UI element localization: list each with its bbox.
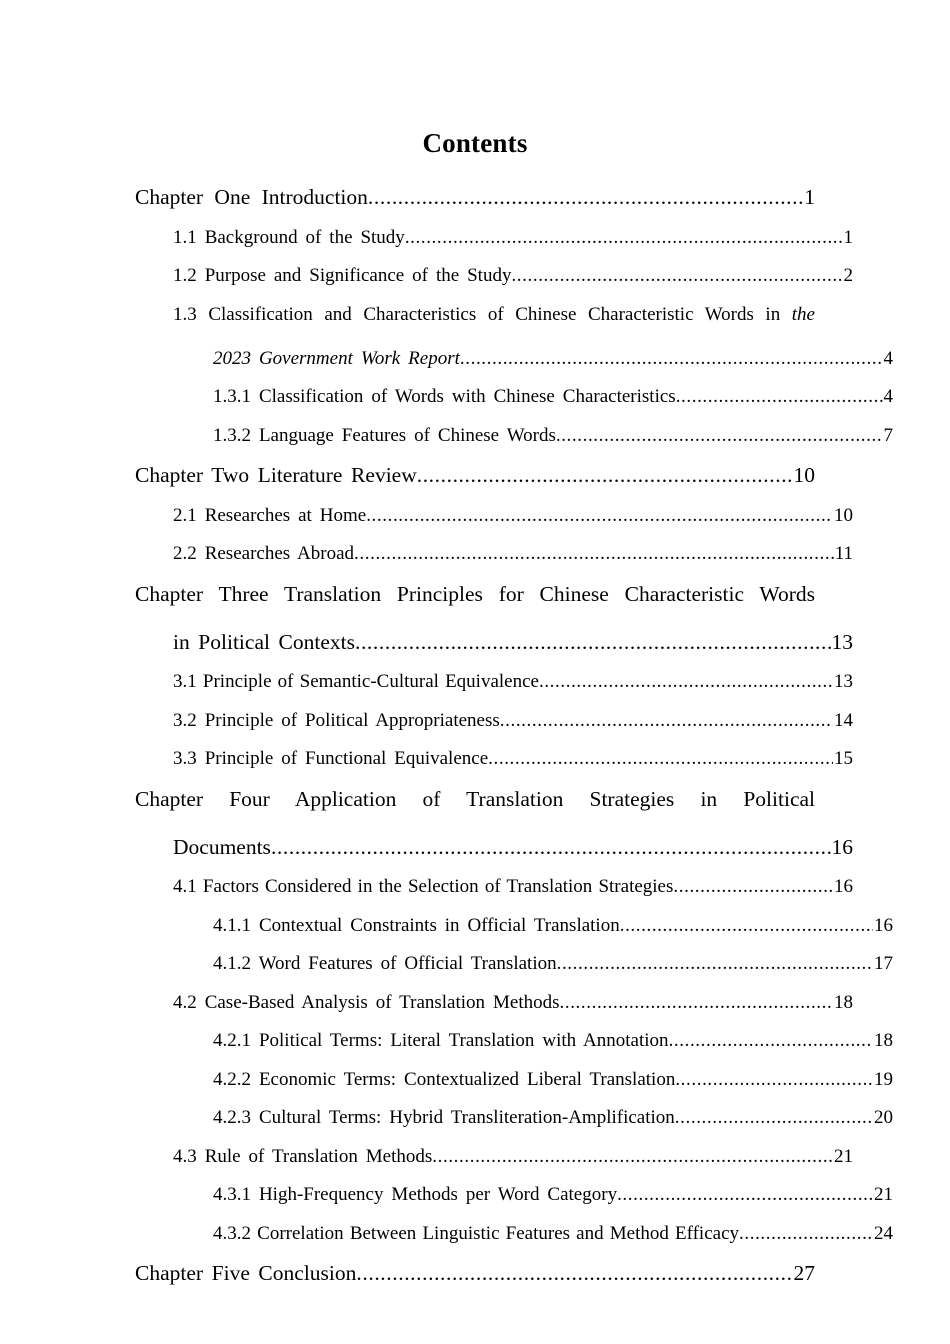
dot-leader [556,425,883,447]
toc-page-number: 27 [793,1261,815,1285]
toc-entry-label: 4.3.1 High-Frequency Methods per Word Category [213,1184,618,1205]
toc-entry-label-line1: Chapter Four Application of Translation Strategies in Political [135,786,815,811]
toc-page-number: 10 [834,504,853,526]
dot-leader [669,1030,873,1052]
toc-entry-4-2-2[interactable] [135,1068,893,1108]
toc-page-number: 18 [834,991,853,1013]
toc-entry-label-line2: Documents [173,834,271,859]
toc-entry-text-plain: 1.3 Classification and Characteristics of Chinese Characteristic Words in [173,303,792,325]
toc-entry-4-3[interactable] [135,1145,853,1185]
toc-page-number: 17 [874,953,893,974]
toc-entry-2-2[interactable] [135,543,853,582]
toc-entry-text-italic: the [791,303,815,325]
toc-entry-label-line1 [173,304,815,326]
toc-entry-4-3-1[interactable] [135,1184,893,1223]
dot-leader [354,543,834,565]
toc-entry-3-1[interactable] [135,671,853,710]
toc-page-number: 18 [874,1030,893,1051]
toc-entry-label-line2: 2023 Government Work Report [213,347,460,369]
toc-entry-label: Chapter Two Literature Review [135,463,417,487]
toc-page-number: 14 [834,709,853,731]
dot-leader [675,1107,873,1129]
toc-entry-label: 4.1.2 Word Features of Official Translation [213,953,557,974]
dot-leader [356,1261,792,1286]
toc-entry-4-2[interactable] [135,991,853,1031]
dot-leader [617,1184,873,1206]
toc-page-number: 11 [834,543,853,564]
toc-entry-4-1[interactable] [135,876,853,915]
dot-leader [557,953,873,975]
toc-entry-label: 3.3 Principle of Functional Equivalence [173,748,489,769]
toc-entry-1-1[interactable] [135,226,853,266]
toc-entry-2-1[interactable] [135,504,853,544]
toc-entry-1-3[interactable] [135,303,893,387]
toc-page-number: 1 [843,226,853,248]
toc-entry-1-3-2[interactable] [135,424,893,464]
toc-page-number: 4 [883,386,893,407]
dot-leader [676,386,883,408]
dot-leader [417,463,793,488]
dot-leader [539,671,833,693]
toc-entry-4-1-2[interactable] [135,953,893,992]
toc-entry-label: 4.3.2 Correlation Between Linguistic Features and Method Efficacy [213,1222,740,1244]
dot-leader [271,835,831,860]
toc-entry-label: 4.1.1 Contextual Constraints in Official Translation [213,914,620,936]
toc-page-number: 19 [874,1068,893,1090]
dot-leader [405,227,843,249]
page-title: Contents [422,128,528,158]
toc-page-number: 15 [834,748,853,769]
dot-leader [355,630,831,655]
toc-entry-4-2-1[interactable] [135,1030,893,1069]
toc-entry-chapter-three[interactable] [135,581,853,672]
toc-entry-label: 1.1 Background of the Study [173,226,405,248]
dot-leader [500,710,833,732]
dot-leader [675,1069,873,1091]
toc-entry-label: 3.1 Principle of Semantic-Cultural Equivalence [173,671,539,692]
dot-leader [432,1146,833,1168]
toc-entry-label: Chapter Five Conclusion [135,1261,357,1285]
dot-leader [560,992,834,1014]
toc-entry-4-1-1[interactable] [135,914,893,954]
toc-page-number: 16 [831,834,853,859]
toc-entry-label: 4.2.3 Cultural Terms: Hybrid Transliteration-Amplification [213,1107,675,1128]
toc-page-number: 10 [793,463,815,487]
table-of-contents [135,185,893,1303]
toc-page-number: 13 [834,671,853,692]
toc-entry-label: 2.1 Researches at Home [173,504,367,526]
toc-page-number: 21 [874,1184,893,1205]
toc-entry-label: 2.2 Researches Abroad [173,543,355,564]
dot-leader [368,185,803,210]
dot-leader [739,1223,873,1245]
toc-entry-label-line2: in Political Contexts [173,629,355,654]
toc-entry-label-line1: Chapter Three Translation Principles for Chinese Characteristic Words [135,581,815,606]
dot-leader [460,348,883,370]
toc-entry-chapter-four[interactable] [135,786,853,877]
toc-page-number: 1 [804,185,815,209]
toc-entry-label: 1.2 Purpose and Significance of the Study [173,265,512,286]
toc-entry-label: 4.2.1 Political Terms: Literal Translation with Annotation [213,1030,669,1051]
toc-entry-4-3-2[interactable] [135,1222,893,1262]
toc-entry-label: 1.3.2 Language Features of Chinese Words [213,424,556,446]
toc-page-number: 4 [883,347,893,369]
toc-page-number: 2 [843,265,853,286]
toc-entry-chapter-five[interactable] [135,1261,815,1303]
toc-page-number: 13 [831,629,853,654]
toc-entry-4-2-3[interactable] [135,1107,893,1146]
dot-leader [620,915,873,937]
toc-entry-label: 4.3 Rule of Translation Methods [173,1145,433,1167]
toc-page-number: 24 [874,1222,893,1244]
toc-entry-1-3-1[interactable] [135,386,893,425]
toc-entry-1-2[interactable] [135,265,853,304]
toc-entry-3-3[interactable] [135,748,853,787]
toc-entry-3-2[interactable] [135,709,853,749]
toc-entry-label: 1.3.1 Classification of Words with Chinese Characteristics [213,386,676,407]
toc-entry-chapter-one[interactable] [135,185,815,227]
toc-entry-label: 3.2 Principle of Political Appropriateness [173,709,500,731]
toc-page-number: 20 [874,1107,893,1128]
dot-leader [488,748,833,770]
toc-page-number: 16 [834,876,853,897]
dot-leader [366,505,833,527]
toc-entry-chapter-two[interactable] [135,463,815,505]
toc-entry-label: 4.2.2 Economic Terms: Contextualized Liberal Translation [213,1068,676,1090]
toc-page-number: 21 [834,1145,853,1167]
toc-page-number: 7 [883,424,893,446]
dot-leader [673,876,833,898]
toc-entry-label: Chapter One Introduction [135,185,368,209]
toc-entry-label: 4.2 Case-Based Analysis of Translation Methods [173,991,560,1013]
dot-leader [511,265,842,287]
toc-page-number: 16 [874,914,893,936]
toc-entry-label: 4.1 Factors Considered in the Selection of Translation Strategies [173,876,674,897]
